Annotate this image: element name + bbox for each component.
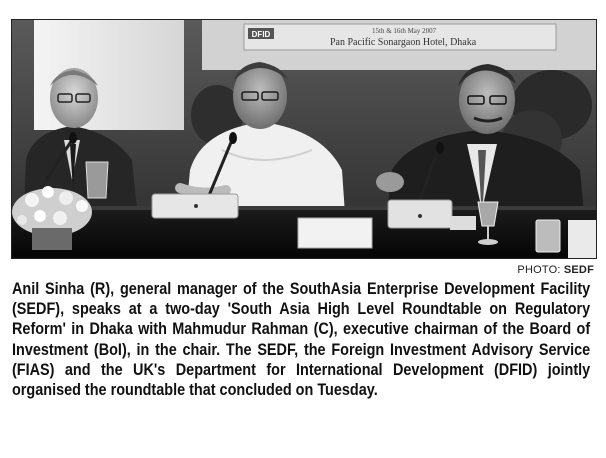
photo-credit-label: PHOTO: xyxy=(517,264,561,276)
photo-credit xyxy=(517,264,594,276)
banner-logo: DFID xyxy=(251,30,271,39)
event-banner xyxy=(244,24,556,50)
name-plate xyxy=(298,218,372,248)
news-photo xyxy=(11,19,597,259)
water-glass-3 xyxy=(86,162,108,198)
banner-dates: 15th & 16th May 2007 xyxy=(372,27,437,35)
water-glass-2 xyxy=(536,220,560,252)
photo-illustration xyxy=(12,20,596,258)
photo-caption: Anil Sinha (R), general manager of the SouthAsia Enterprise Development Facility (SEDF), speaks at a two-day 'South Asia High Level Roundtable on Regulatory Reform' in Dhaka with Mahmudur Rahman (C), executive chairman of the Board of Investment (BoI), in the chair. The SEDF, the Foreign Investment Advisory Service (FIAS) and the UK's Department for International Development (DFID) jointly organised the roundtable that concluded on Tuesday. xyxy=(12,280,591,400)
banner-venue: Pan Pacific Sonargaon Hotel, Dhaka xyxy=(330,37,477,48)
photo-credit-source: SEDF xyxy=(563,264,594,276)
